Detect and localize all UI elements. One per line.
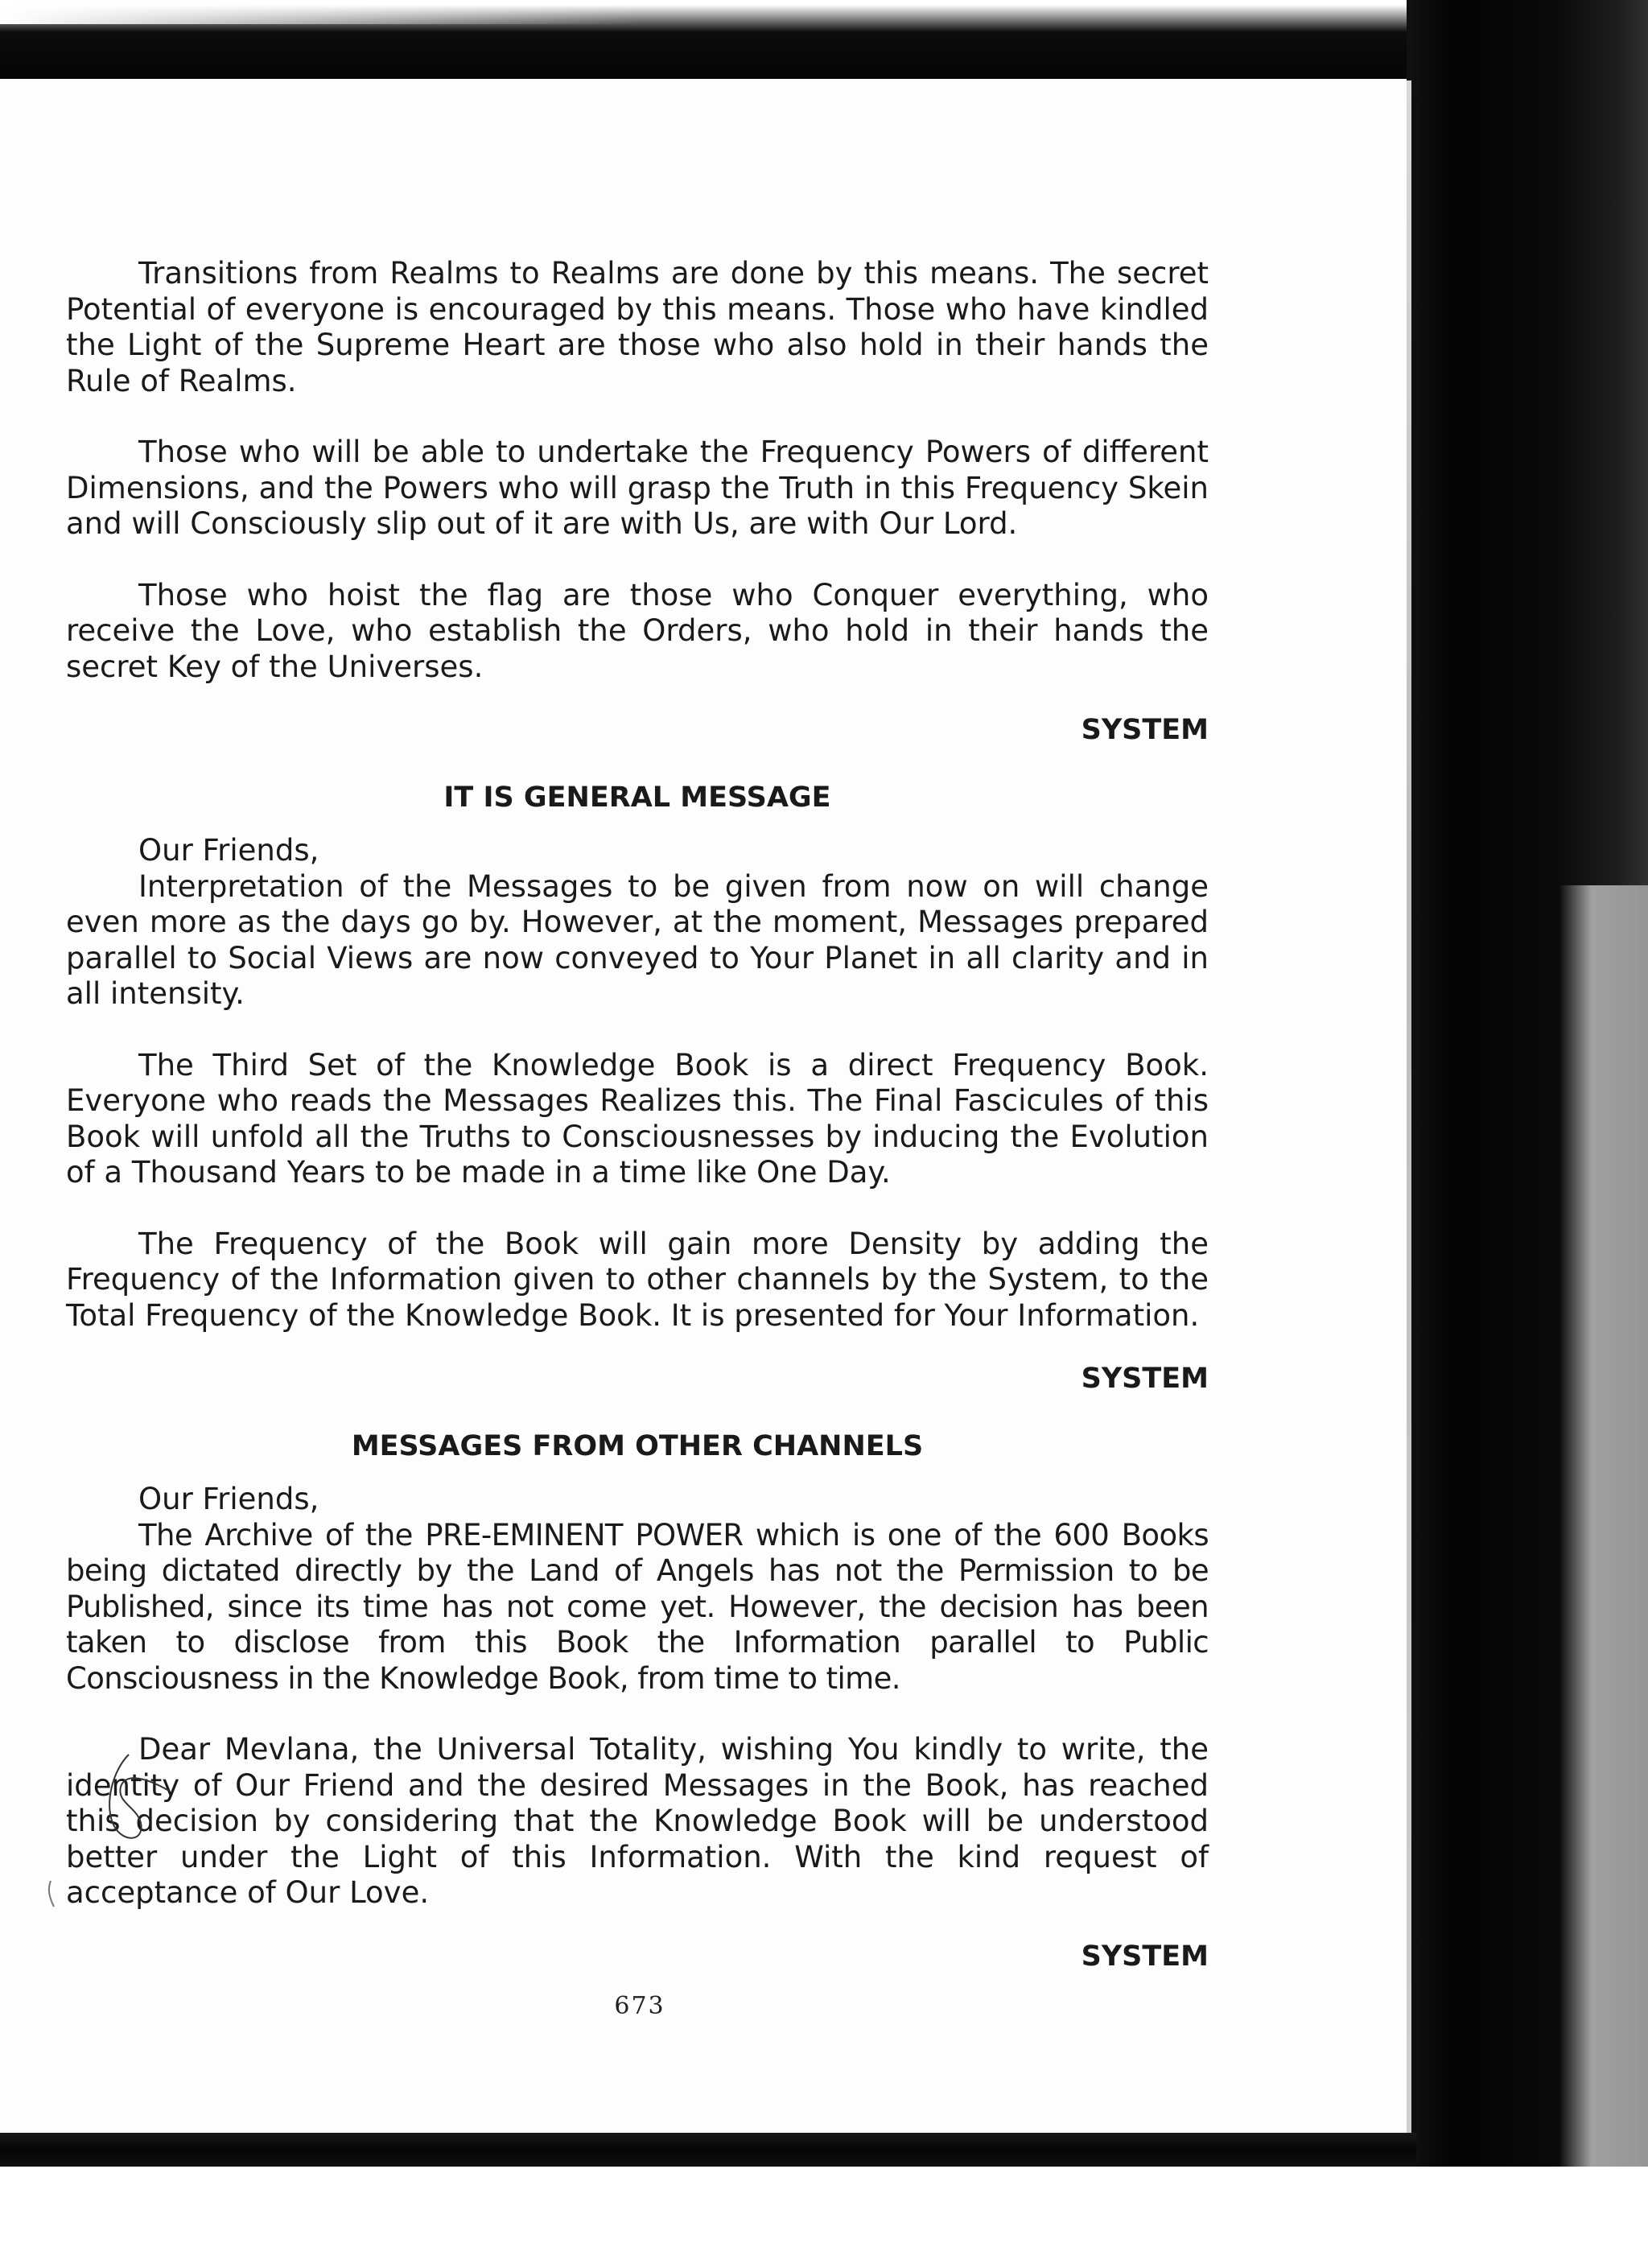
scan-top-fade	[0, 0, 644, 24]
scan-bottom-margin	[0, 2167, 1648, 2268]
section-heading: MESSAGES FROM OTHER CHANNELS	[351, 1430, 924, 1462]
pen-annotation-mark	[97, 1746, 209, 1851]
signature-system: SYSTEM	[1081, 714, 1209, 746]
paragraph: Those who hoist the flag are those who Conquer everything, who receive the Love, who establish the Orders, who hold in their hands the secret Key of the Universes.	[66, 577, 1209, 684]
paragraph: The Frequency of the Book will gain more Density by adding the Frequency of the Information given to other channels by the System, to the Total Frequency of the Knowledge Book. It is presented for Your Information.	[66, 1226, 1209, 1333]
salutation: Our Friends,	[138, 833, 319, 868]
paragraph: Those who will be able to undertake the Frequency Powers of different Dimensions, and the Powers who will grasp the Truth in this Frequency Skein and will Consciously slip out of it are with Us, are with Our Lord.	[66, 435, 1209, 541]
section-heading: IT IS GENERAL MESSAGE	[443, 781, 831, 814]
signature-system: SYSTEM	[1081, 1940, 1209, 1973]
scan-bottom-border	[0, 2133, 1416, 2167]
page-edge-line	[1407, 80, 1411, 2141]
page-number: 673	[614, 1992, 665, 2020]
salutation: Our Friends,	[138, 1482, 319, 1516]
page-content	[66, 256, 1209, 1974]
paragraph: The Archive of the PRE-EMINENT POWER which is one of the 600 Books being dictated directly by the Land of Angels has not the Permission to be Published, since its time has not come yet. However, the decision has been taken to disclose from this Book the Information parallel to Public Consciousness in the Knowledge Book, from time to time.	[66, 1517, 1209, 1696]
pen-stroke-mark	[44, 1879, 60, 1911]
paragraph: Interpretation of the Messages to be given from now on will change even more as the days go by. However, at the moment, Messages prepared parallel to Social Views are now conveyed to Your Planet in all clarity and in all intensity.	[66, 868, 1209, 1011]
paragraph: The Third Set of the Knowledge Book is a direct Frequency Book. Everyone who reads the Messages Realizes this. The Final Fascicules of this Book will unfold all the Truths to Consciousnesses by inducing the Evolution of a Thousand Years to be made in a time like One Day.	[66, 1047, 1209, 1190]
scan-right-shadow	[1559, 885, 1648, 2173]
paragraph: Transitions from Realms to Realms are done by this means. The secret Potential of everyone is encouraged by this means. Those who have kindled the Light of the Supreme Heart are those who also hold in their hands the Rule of Realms.	[66, 256, 1209, 398]
signature-system: SYSTEM	[1081, 1363, 1209, 1395]
paragraph: Dear Mevlana, the Universal Totality, wishing You kindly to write, the identity of Our Friend and the desired Messages in the Book, has reached this decision by considering that the Knowledge Book will be understood better under the Light of this Information. With the kind request of acceptance of Our Love.	[66, 1732, 1209, 1910]
